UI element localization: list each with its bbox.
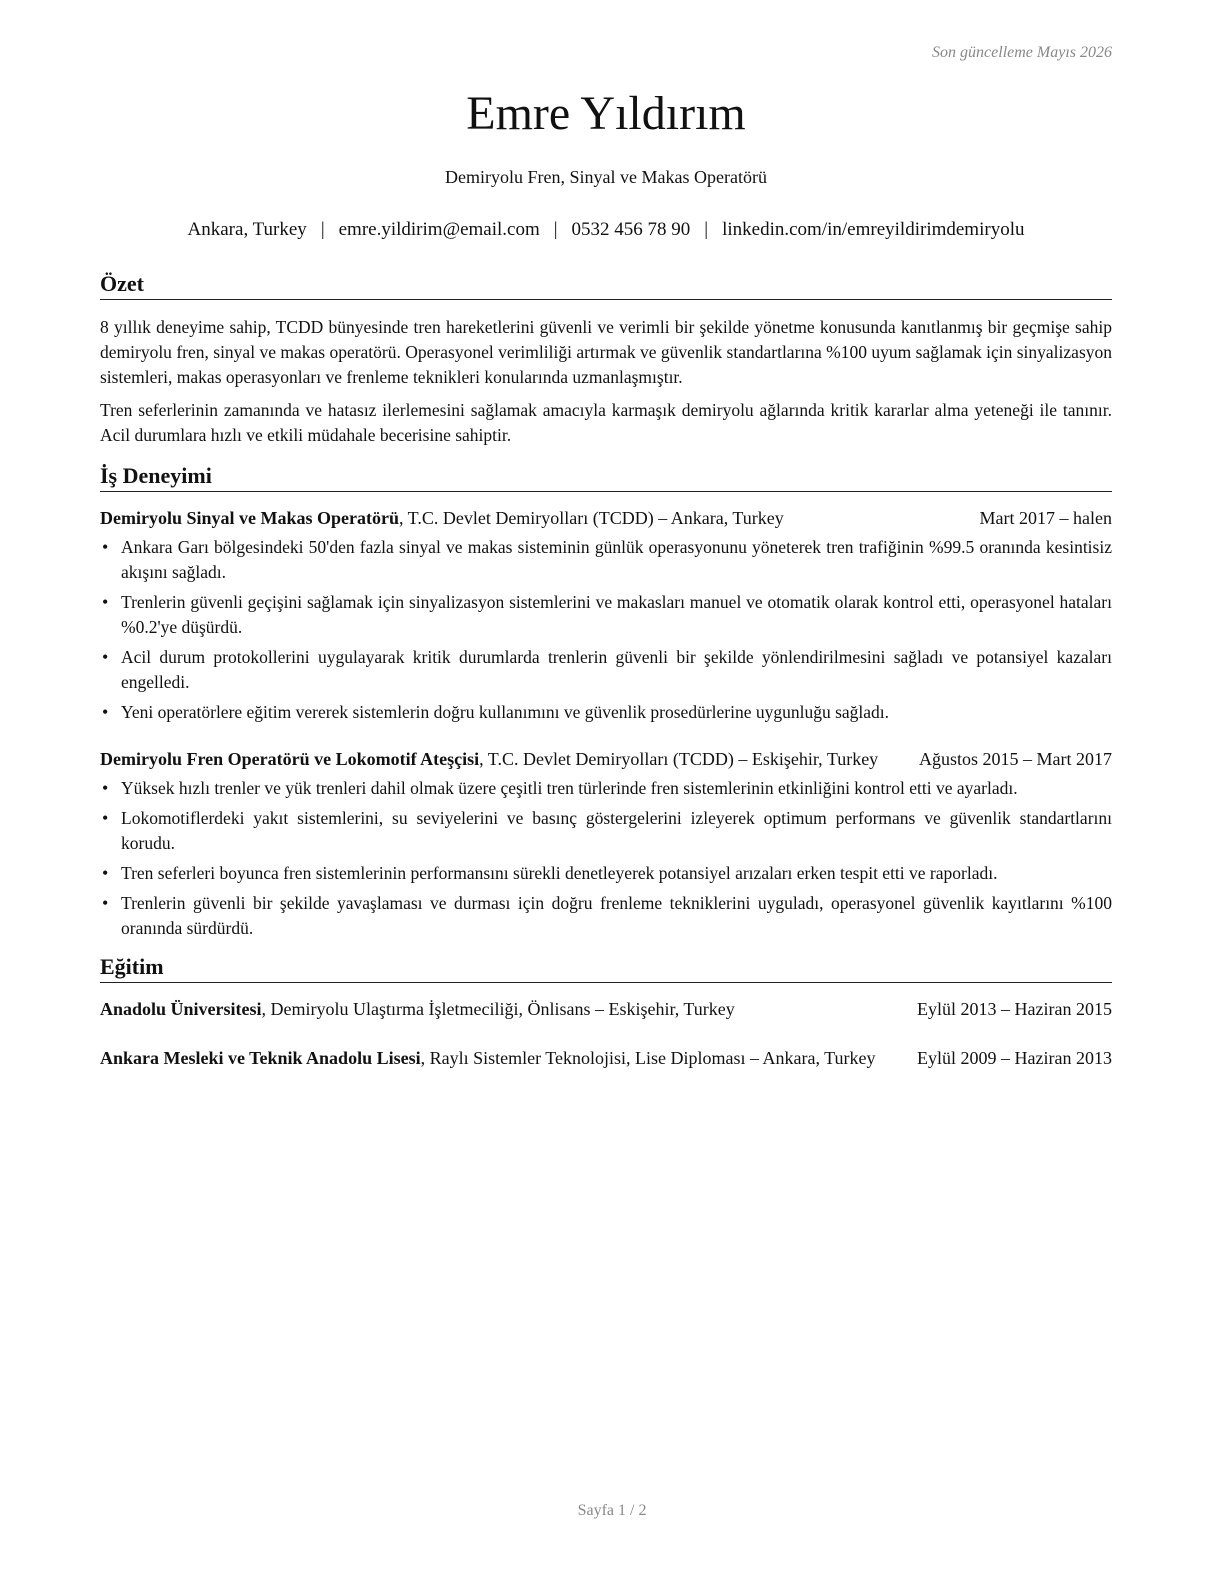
education-entry [100,997,1112,1022]
last-updated: Son güncelleme Mayıs 2026 [932,44,1112,61]
summary-heading: Özet [100,270,1112,300]
summary-paragraph: 8 yıllık deneyime sahip, TCDD bünyesinde tren hareketlerini güvenli ve verimli bir şekilde yönetme konusunda kanıtlanmış bir geçmişe sahip demiryolu fren, sinyal ve makas operatörü. Operasyonel verimliliği artırmak ve güvenlik standartlarına %100 uyum sağlamak için sinyalizasyon sistemleri, makas operasyonları ve frenleme teknikleri konularında uzmanlaşmıştır. [100,317,1112,387]
job-role: Demiryolu Fren Operatörü ve Lokomotif Ateşçisi [100,749,480,769]
school-name: Anadolu Üniversitesi [100,999,262,1019]
education-header [100,997,1112,1022]
contact-line [100,219,1112,241]
education-header [100,1046,1112,1071]
school-detail: , Raylı Sistemler Teknolojisi, Lise Diploması – Ankara, Turkey [420,1048,876,1068]
resume-content [100,270,1112,1071]
job-bullet: • Trenlerin güvenli bir şekilde yavaşlaması ve durması için doğru frenleme tekniklerini uyguladı, operasyonel güvenlik kayıtlarını %100 oranında sürdürdü. [100,891,1112,941]
job-org: , T.C. Devlet Demiryolları (TCDD) – Eskişehir, Turkey [479,749,879,769]
education-entry [100,1046,1112,1071]
job-bullet: • Ankara Garı bölgesindeki 50'den fazla sinyal ve makas sisteminin günlük operasyonunu yöneterek tren trafiğinin %99.5 oranında kesintisiz akışını sağladı. [100,535,1112,585]
contact-linkedin[interactable]: linkedin.com/in/emreyildirimdemiryolu [722,219,1025,240]
job-entry [100,506,1112,725]
job-bullet: • Trenlerin güvenli geçişini sağlamak için sinyalizasyon sistemlerini ve makasları manuel ve otomatik olarak kontrol etti, operasyonel hataları %0.2'ye düşürdü. [100,590,1112,640]
job-title: Demiryolu Fren, Sinyal ve Makas Operatörü [445,167,767,187]
contact-separator: | [704,219,709,240]
school-name: Ankara Mesleki ve Teknik Anadolu Lisesi [100,1048,421,1068]
job-bullet: • Lokomotiflerdeki yakıt sistemlerini, su seviyelerini ve basınç göstergelerini izleyerek optimum performans ve güvenlik standartlarını korudu. [100,806,1112,856]
job-entry [100,747,1112,941]
contact-location: Ankara, Turkey [187,219,307,240]
education-date: Eylül 2013 – Haziran 2015 [917,999,1112,1019]
job-bullet: • Tren seferleri boyunca fren sistemlerinin performansını sürekli denetleyerek potansiyel arızaları erken tespit etti ve raporladı. [100,861,1112,886]
job-header [100,747,1112,772]
job-role: Demiryolu Sinyal ve Makas Operatörü [100,508,399,528]
experience-heading: İş Deneyimi [100,462,1112,492]
education-date: Eylül 2009 – Haziran 2013 [917,1048,1112,1068]
education-heading: Eğitim [100,953,1112,983]
job-bullet: • Acil durum protokollerini uygulayarak kritik durumlarda trenlerin güvenli bir şekilde yönlendirilmesini sağladı ve potansiyel kazaları engelledi. [100,645,1112,695]
summary-paragraph: Tren seferlerinin zamanında ve hatasız ilerlemesini sağlamak amacıyla karmaşık demiryolu ağlarında kritik kararlar alma yeteneği ile tanınır. Acil durumlara hızlı ve etkili müdahale becerisine sahiptir. [100,400,1112,445]
job-date: Ağustos 2015 – Mart 2017 [919,749,1112,769]
contact-phone[interactable]: 0532 456 78 90 [571,219,691,240]
job-bullets [100,535,1112,725]
page-number: Sayfa 1 / 2 [577,1502,647,1519]
job-bullets [100,776,1112,941]
job-date: Mart 2017 – halen [979,508,1112,528]
contact-email[interactable]: emre.yildirim@email.com [338,219,540,240]
school-detail: , Demiryolu Ulaştırma İşletmeciliği, Önlisans – Eskişehir, Turkey [261,999,735,1019]
contact-separator: | [553,219,558,240]
job-bullet: • Yüksek hızlı trenler ve yük trenleri dahil olmak üzere çeşitli tren türlerinde fren sistemlerinin etkinliğini kontrol etti ve ayarladı. [100,776,1112,801]
job-header [100,506,1112,531]
job-org: , T.C. Devlet Demiryolları (TCDD) – Ankara, Turkey [399,508,784,528]
candidate-name: Emre Yıldırım [466,87,746,140]
contact-separator: | [320,219,325,240]
job-bullet: • Yeni operatörlere eğitim vererek sistemlerin doğru kullanımını ve güvenlik prosedürlerine uygunluğu sağladı. [100,700,1112,725]
